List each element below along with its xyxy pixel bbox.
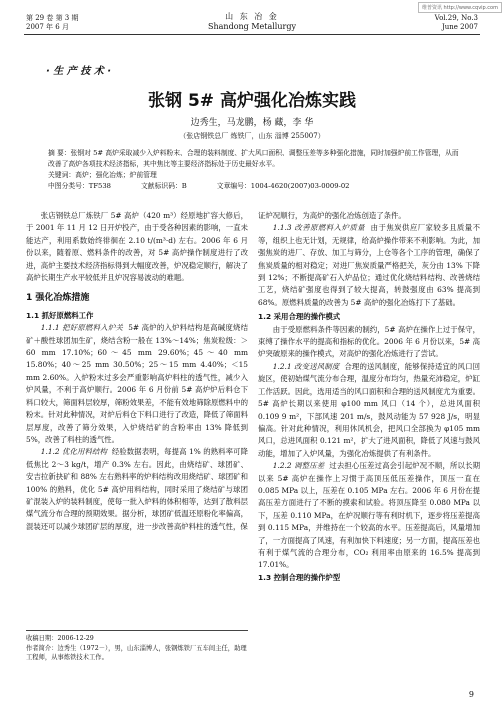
section-1-1-1-heading: 1.1.1 把好原燃料入炉关 <box>40 323 124 333</box>
page-number: 9 <box>468 690 474 699</box>
header-center <box>150 12 354 32</box>
classification-number: 中图分类号：TF538 <box>48 182 112 190</box>
right-column <box>258 210 480 584</box>
header-rule <box>24 34 480 35</box>
header-volume-en: Vol.29, No.3 <box>434 14 478 22</box>
section-1-1-2-text: 经验数据表明，每提高 1% 的熟料率可降低焦比 2～3 kg/t，增产 0.3% 左右。因此，由烧结矿、球团矿、安吉拉新抉矿和 88% 左右熟料率的炉料结构改用烧结矿、球团矿和 100% 的熟料，优化 5# 高炉用料结构，同时采用了烧结矿与球团矿混装入炉的装料制度，使每一批入炉料的体积相等，达到了散料层煤气流分布合理的预期效果。据分析，球团矿低温还原粉化率偏高，混装还可以减少球团矿层的厚度，进一步改善高炉料柱的透气性，保 <box>26 447 248 531</box>
section-1-3-heading: 1.3 控制合理的操作炉型 <box>258 572 341 582</box>
watermark-stamp: 维普资讯 http://www.cqvip.com <box>418 2 502 13</box>
abstract-block <box>48 148 460 192</box>
section-1-1-1-text: 5# 高炉的入炉料结构是高碱度烧结矿＋酸性球团加生矿，烧结含粉一般在 13%～14%；焦炭粒级：＞60 mm 17.10%；60～45 mm 29.60%；45～40 mm 15.80%；40～25 mm 30.50%；25～15 mm 4.40%；＜15 mm 2.60%。入炉粉末过多会严重影响高炉料柱的透气性，减少入炉风量，不利于高炉顺行。2006 年 6 月份前 5# 高炉炉后料仓下料口较大，筛面料层较厚，筛粉效果差，不能有效地筛除原燃料中的粉末。针对此种情况，对炉后料仓下料口进行了改造，降低了筛面料层厚度，改善了筛分效果，入炉烧结矿的含粉率由 13% 降低到 5%，改善了料柱的透气性。 <box>26 323 248 444</box>
section-1-2-2-paragraph <box>258 460 480 572</box>
affiliation: （张店钢铁总厂 炼铁厂，山东 淄博 255007） <box>179 132 325 140</box>
section-1-1-heading: 1.1 抓好原燃料工作 <box>26 310 94 320</box>
left-column <box>26 210 248 533</box>
header-date: 2007 年 6 月 <box>26 23 69 31</box>
section-1-1-3-text: 由于焦炭供应厂家较多且质量不等，组织上也无计划，无规律，给高炉操作带来不利影响。为此，加强焦炭的进厂、存放、加工与筛分，上仓等各个工序的管理，确保了焦炭质量的相对稳定；对进厂焦炭质量严格把关，灰分由 13% 下降到 12%；不断提高矿石入炉品位；通过优化烧结料结构、改善烧结工艺，烧结矿强度也得到了较大提高，转鼓强度由 63% 提高到 68%。原燃料质量的改善为 5# 高炉的强化冶炼打下了基础。 <box>258 223 480 307</box>
section-1-2-1-text: 合理的送风制度，能够保持适宜的风口回旋区，使初始煤气流分布合理，温度分布均匀，热量充沛稳定，炉缸工作活跃。因此，选用适当的风口面积和合理的送风制度尤为重要。5# 高炉长期以来使用 φ100 mm 风口（14 个），总进风面积 0.109 9 m²，下部风速 201 m/s，鼓风动能为 57 928 J/s，明显偏高。针对此种情况，利用休风机会，把风口全部换为 φ105 mm 风口，总进风面积 0.121 m²，扩大了进风面积，降低了风速与鼓风动能，增加了入炉风量，为强化冶炼提供了有利条件。 <box>258 361 481 458</box>
header-right <box>435 14 478 32</box>
footnote <box>26 630 248 663</box>
classification-row <box>48 181 460 192</box>
article-number: 文章编号：1004-4620(2007)03-0009-02 <box>216 182 350 190</box>
section-1-1-3-heading: 1.1.3 改善原燃料入炉质量 <box>272 223 366 233</box>
section-1-2-2-heading: 1.2.2 调整压差 <box>272 461 325 471</box>
section-1-2-text: 由于受原燃料条件等因素的制约，5# 高炉在操作上过于保守，束缚了操作水平的提高和指标的优化。2006 年 6 月份以来，5# 高炉突破原来的操作模式，对高炉的强化冶炼进行了尝试。 <box>258 324 480 359</box>
abstract: 摘 要：张钢对 5# 高炉采取减少入炉料粉末、合理的装料制度、扩大风口面积、调整压差等多种强化措施，同时加强炉前工作管理，从而改善了高炉各项技术经济指标，其中焦比等主要经济指标处于历史最好水平。 <box>48 149 459 168</box>
section-1-2-1-heading: 1.2.1 改变送风制度 <box>272 361 340 371</box>
journal-name-en: Shandong Metallurgy <box>208 22 296 31</box>
journal-name-cn: 山 东 冶 金 <box>225 12 279 21</box>
section-1-2-heading: 1.2 采用合理的操作模式 <box>258 312 341 322</box>
section-1-1-3-paragraph <box>258 222 480 309</box>
section-1-1-1-paragraph <box>26 322 248 446</box>
authors: 边秀生，马龙鹏，杨 藏，李 华 <box>190 118 314 128</box>
intro-paragraph: 张店钢铁总厂炼铁厂 5# 高炉（420 m³）经原地扩容大修后，于 2001 年 11 月 12 日开炉投产，由于受各种因素的影响，一直未能达产，利用系数始终徘徊在 2.10 t/(m³·d) 左右。2006 年 6 月份以来，随着原、燃料条件的改善，对 5# 高炉操作制度进行了改进，高炉主要技术经济指标得到大幅度改善，炉况稳定顺行，解决了高炉长期生产水平较低并且炉况容易波动的难题。 <box>26 211 248 283</box>
section-1-1-2-heading: 1.1.2 优化用料结构 <box>40 447 107 457</box>
section-tag: · 生 产 技 术 · <box>46 66 112 77</box>
section-1-2-2-text: 过去担心压差过高会引起炉况不顺，所以长期以来 5# 高炉在操作上习惯于高顶压低压差操作，顶压一直在 0.085 MPa 以上，压差在 0.105 MPa 左右。2006 年 6 月份在提高压差方面进行了不断的摸索和试验。将顶压降至 0.080 MPa 以下，压差 0.110 MPa，在炉况顺行等有利时机下，逐步将压差提高到 0.115 MPa，并维持在一个较高的水平。压差提高后，风量增加了，一方面提高了风速，有利加快下料速度；另一方面，提高压差也有利于煤气流的合理分布，CO₂ 利用率由原来的 16.5% 提高到 17.01%。 <box>258 461 481 570</box>
section-1-heading: 1 强化冶炼措施 <box>26 293 90 304</box>
section-1-2-1-paragraph <box>258 361 480 460</box>
header-left <box>26 14 79 32</box>
document-code: 文献标识码：B <box>141 182 187 190</box>
continued-paragraph: 证炉况顺行，为高炉的强化冶炼创造了条件。 <box>258 211 406 220</box>
received-date: 收稿日期：2006-12-29 <box>26 635 94 642</box>
author-bio: 作者简介：边秀生（1972－），男，山东淄博人，张钢炼铁厂五车间主任，助理工程师，从事炼铁技术工作。 <box>26 644 247 661</box>
header-volume: 第 29 卷 第 3 期 <box>26 14 79 22</box>
article-title: 张钢 5# 高炉强化冶炼实践 <box>148 91 356 111</box>
section-1-1-2-paragraph <box>26 446 248 533</box>
keywords: 关键词：高炉；强化冶炼；炉前管理 <box>48 171 157 179</box>
header-date-en: June 2007 <box>441 23 478 31</box>
